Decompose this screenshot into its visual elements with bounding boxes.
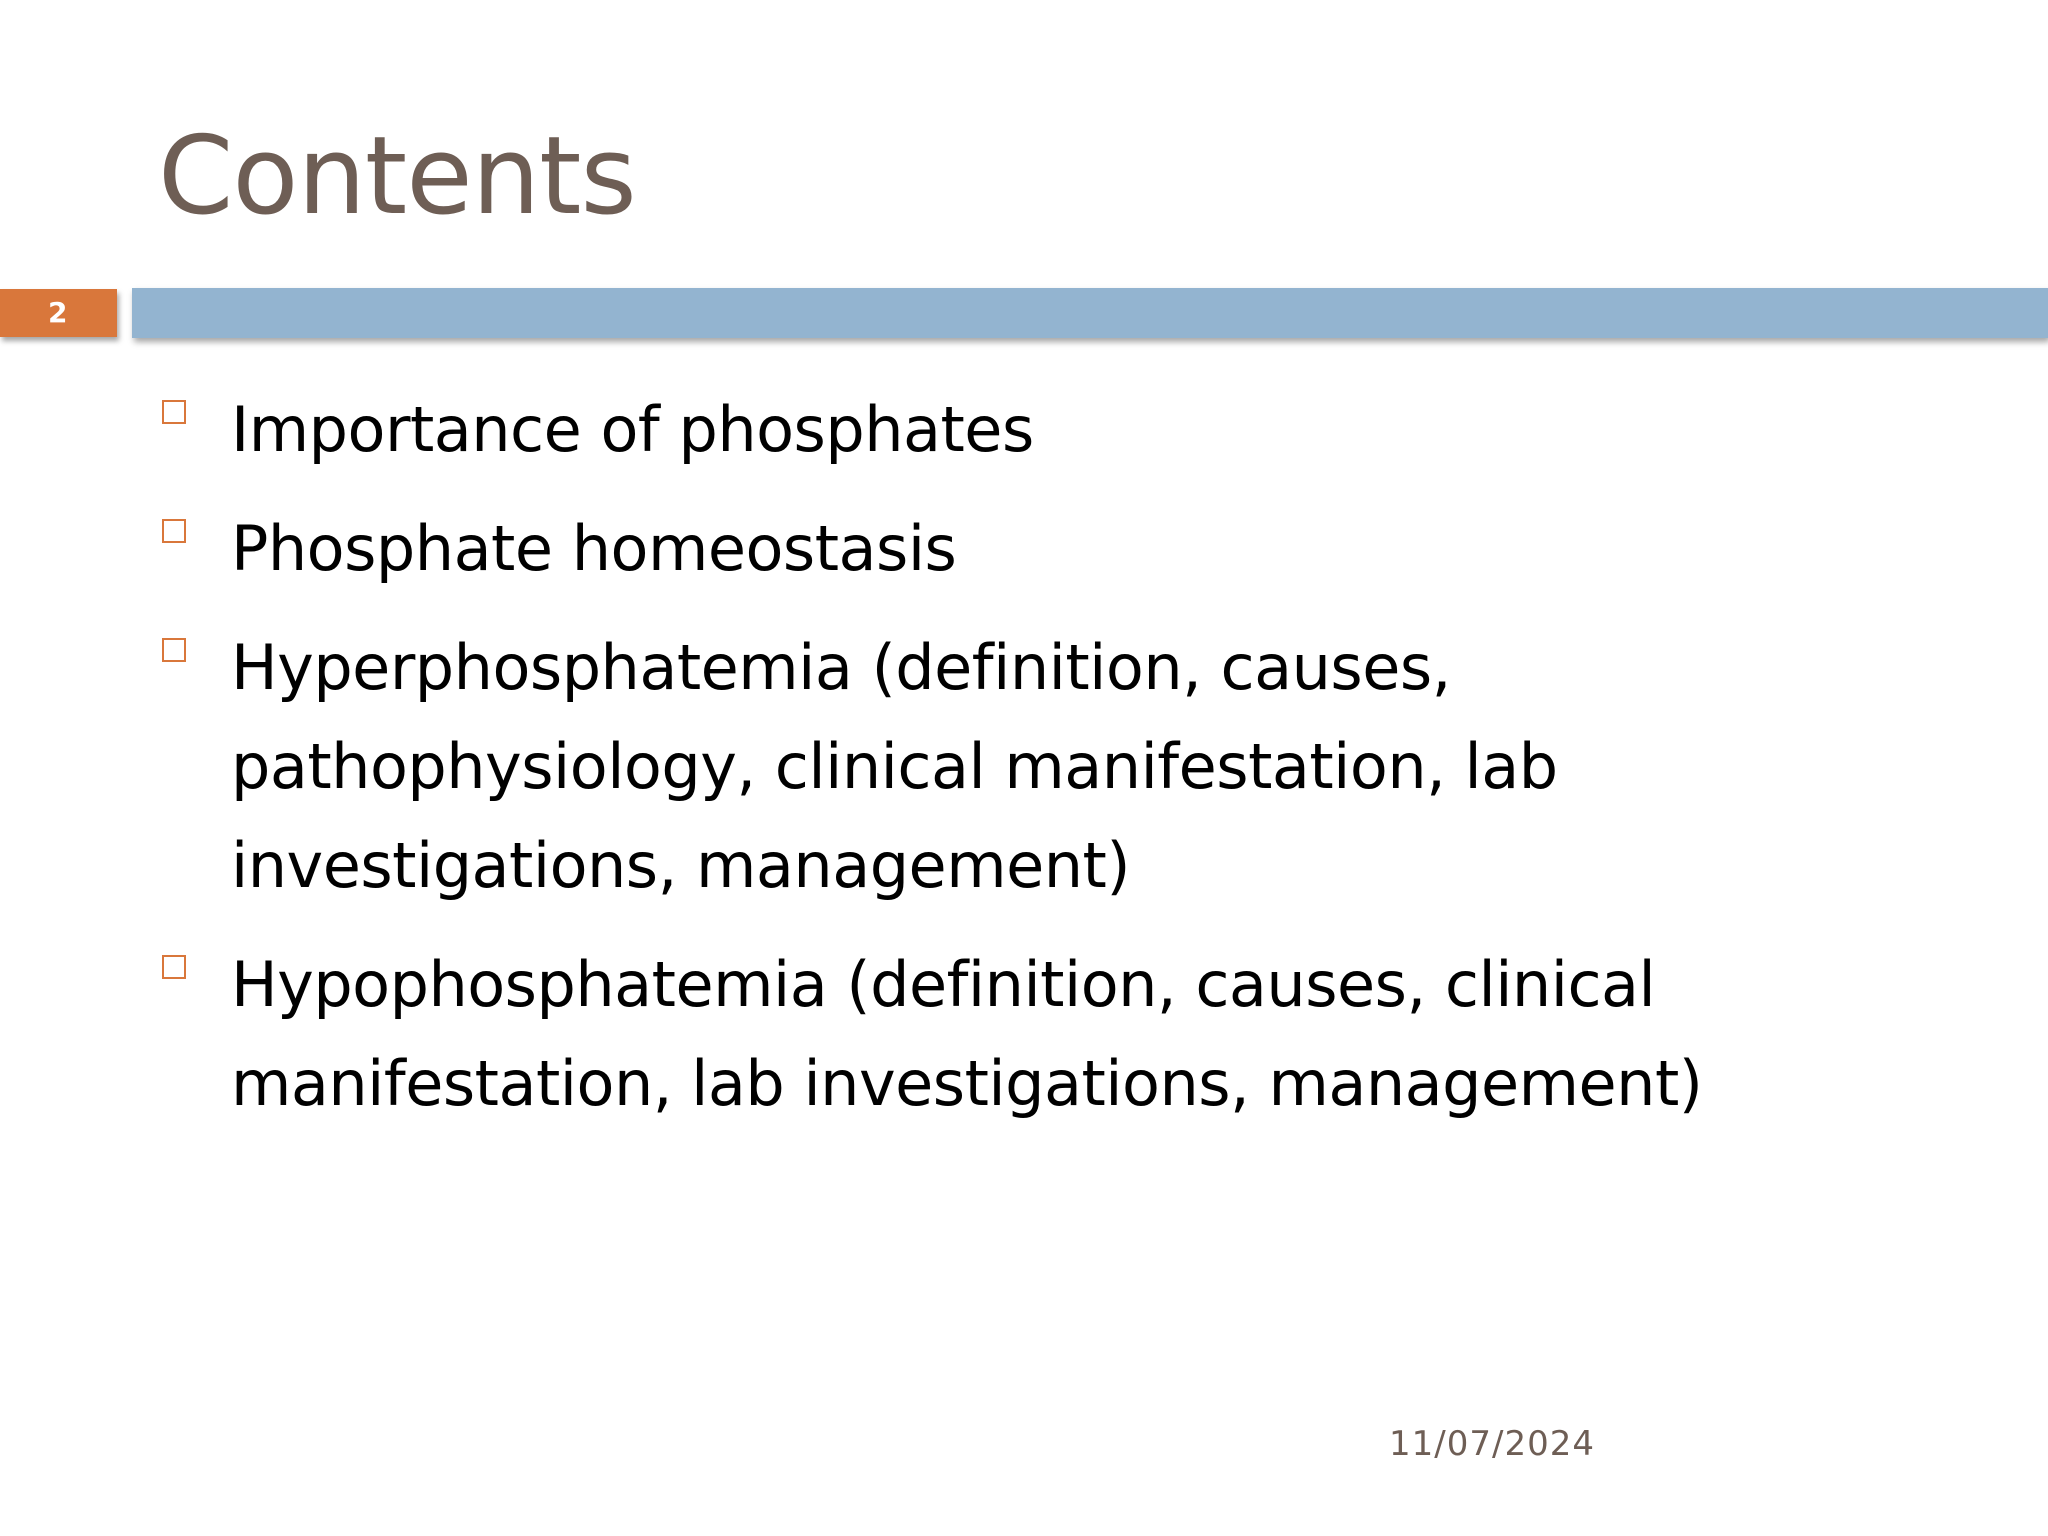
- title-divider-bar: [132, 288, 2048, 338]
- hollow-square-bullet-icon: [162, 638, 186, 662]
- list-item-text: Phosphate homeostasis: [231, 512, 957, 585]
- list-item-text: Hypophosphatemia (definition, causes, clinical manifestation, lab investigations, management): [231, 948, 1703, 1120]
- list-item: [160, 380, 1800, 479]
- slide-number: 2: [48, 296, 68, 329]
- list-item: [160, 935, 1800, 1133]
- slide-number-badge: [0, 289, 117, 337]
- list-item: [160, 499, 1800, 598]
- slide-date: 11/07/2024: [1389, 1424, 1595, 1464]
- contents-list: [160, 380, 1800, 1153]
- hollow-square-bullet-icon: [162, 519, 186, 543]
- hollow-square-bullet-icon: [162, 955, 186, 979]
- list-item: [160, 618, 1800, 915]
- list-item-text: Importance of phosphates: [231, 393, 1034, 466]
- hollow-square-bullet-icon: [162, 400, 186, 424]
- slide-title: Contents: [158, 114, 636, 239]
- list-item-text: Hyperphosphatemia (definition, causes, pathophysiology, clinical manifestation, lab investigations, management): [231, 631, 1558, 902]
